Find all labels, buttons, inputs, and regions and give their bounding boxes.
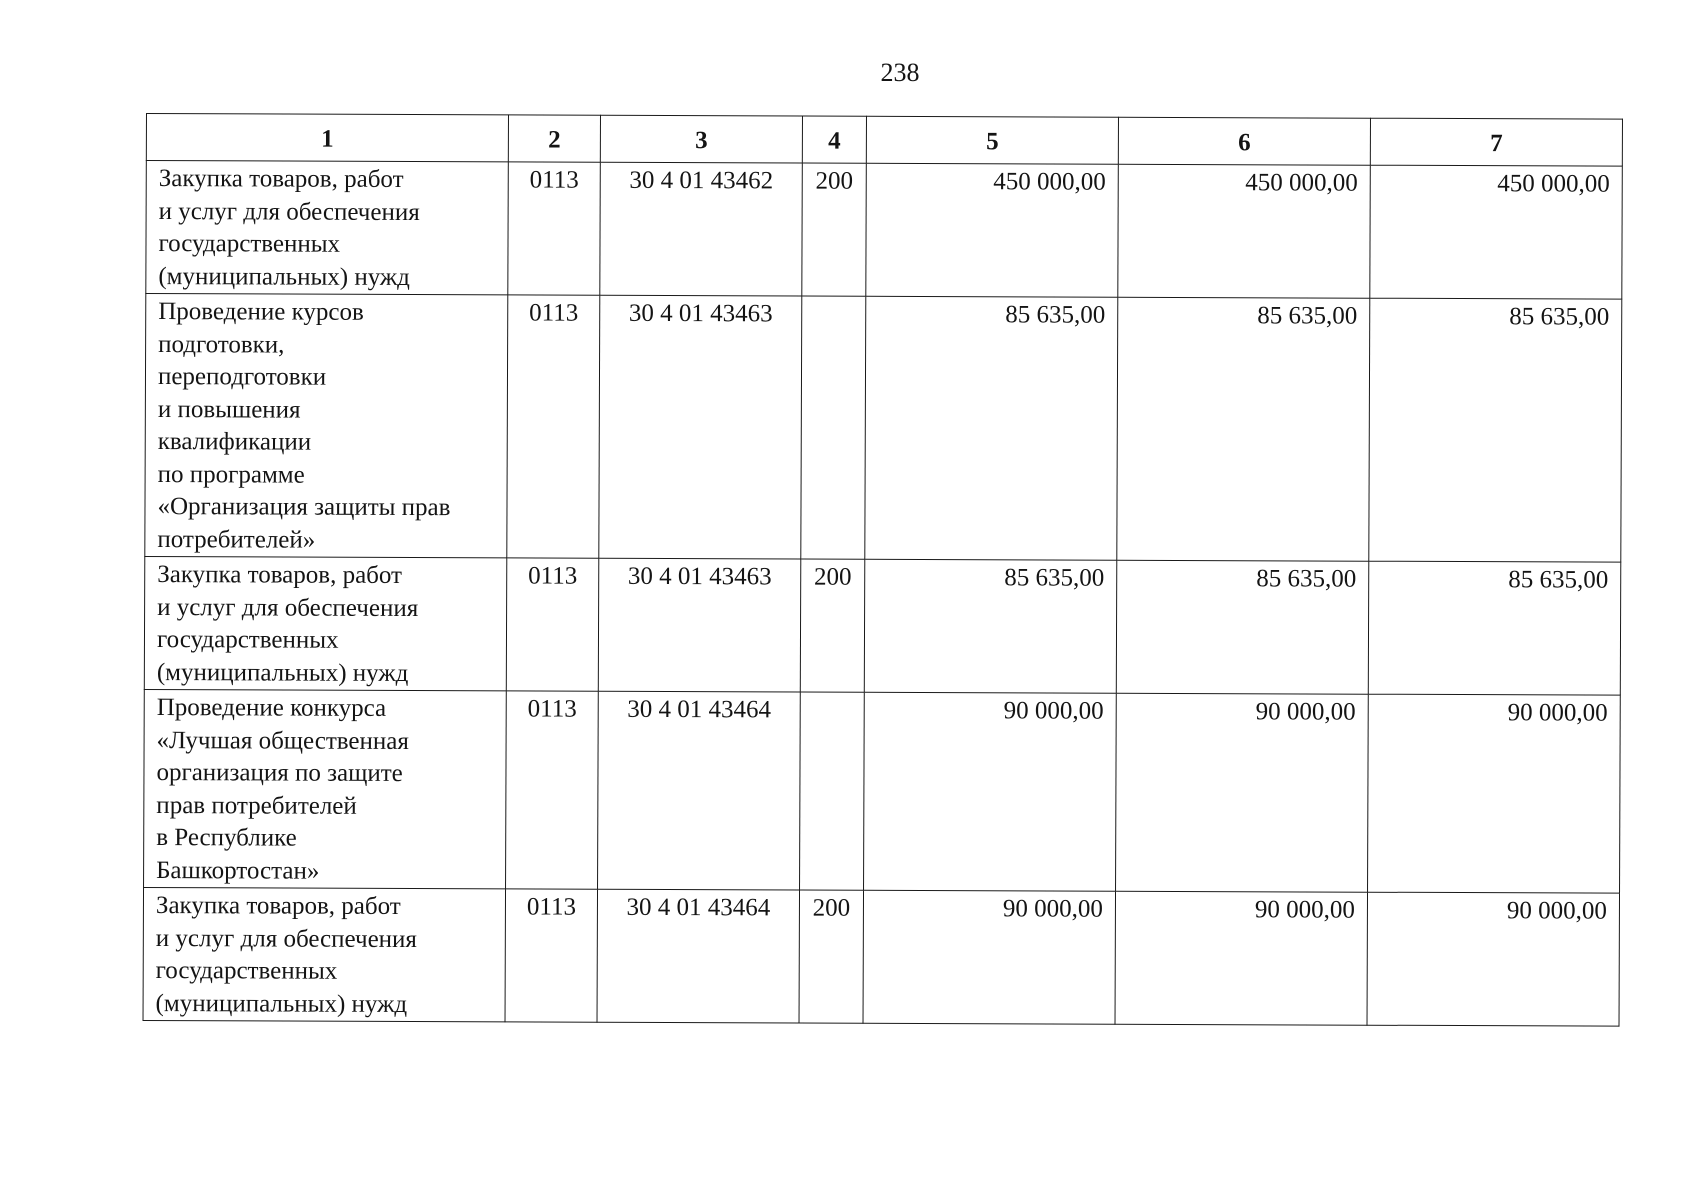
- expense-type-code: 200: [800, 559, 865, 692]
- table-row: [145, 294, 1622, 563]
- amount-cell: 450 000,00: [1370, 165, 1623, 299]
- table-row: [144, 556, 1620, 695]
- target-article-code: 30 4 01 43464: [598, 691, 801, 890]
- amount-cell: 85 635,00: [1368, 561, 1621, 695]
- expense-type-code: 200: [799, 890, 864, 1023]
- table-row: [143, 887, 1619, 1026]
- column-header: 5: [866, 116, 1118, 164]
- column-header: 2: [508, 115, 600, 162]
- expense-type-code: [801, 296, 866, 559]
- column-header: 1: [146, 114, 508, 162]
- table-header: [146, 114, 1622, 167]
- item-name: Проведение конкурса «Лучшая общественная организация по защите прав потребителей в Республике Башкортостан»: [144, 689, 507, 888]
- amount-cell: 90 000,00: [1367, 892, 1620, 1026]
- item-name: Закупка товаров, работ и услуг для обеспечения государственных (муниципальных) нужд: [143, 887, 506, 1021]
- table-body: [143, 161, 1622, 1027]
- target-article-code: 30 4 01 43464: [597, 889, 800, 1023]
- amount-cell: 85 635,00: [1116, 560, 1369, 694]
- amount-cell: 90 000,00: [1116, 693, 1369, 892]
- column-header: 4: [802, 116, 866, 163]
- section-code: 0113: [508, 162, 601, 295]
- amount-cell: 90 000,00: [1368, 694, 1621, 893]
- expense-type-code: [800, 692, 865, 890]
- target-article-code: 30 4 01 43463: [599, 295, 802, 559]
- column-header: 3: [600, 115, 802, 163]
- page-number: 238: [880, 58, 920, 87]
- expense-type-code: 200: [802, 163, 867, 296]
- item-name: Закупка товаров, работ и услуг для обеспечения государственных (муниципальных) нужд: [144, 556, 507, 690]
- amount-cell: 85 635,00: [864, 559, 1117, 693]
- section-code: 0113: [506, 691, 599, 889]
- amount-cell: 450 000,00: [866, 163, 1119, 297]
- column-header: 7: [1370, 118, 1622, 166]
- amount-cell: 90 000,00: [863, 890, 1116, 1024]
- table-row: [144, 689, 1621, 893]
- section-code: 0113: [507, 295, 600, 558]
- amount-cell: 90 000,00: [1115, 891, 1368, 1025]
- item-name: Проведение курсов подготовки, переподготовки и повышения квалификации по программе «Организация защиты прав потребителей»: [145, 294, 508, 558]
- amount-cell: 85 635,00: [865, 296, 1118, 560]
- header-row: [146, 114, 1622, 167]
- target-article-code: 30 4 01 43463: [598, 558, 801, 692]
- table-row: [146, 161, 1622, 300]
- amount-cell: 90 000,00: [864, 692, 1117, 891]
- target-article-code: 30 4 01 43462: [600, 162, 803, 296]
- item-name: Закупка товаров, работ и услуг для обеспечения государственных (муниципальных) нужд: [146, 161, 509, 295]
- column-header: 6: [1118, 117, 1370, 165]
- section-code: 0113: [506, 558, 599, 691]
- amount-cell: 450 000,00: [1118, 164, 1371, 298]
- section-code: 0113: [505, 889, 598, 1022]
- budget-table: [143, 113, 1623, 1027]
- amount-cell: 85 635,00: [1117, 297, 1370, 561]
- amount-cell: 85 635,00: [1369, 298, 1622, 562]
